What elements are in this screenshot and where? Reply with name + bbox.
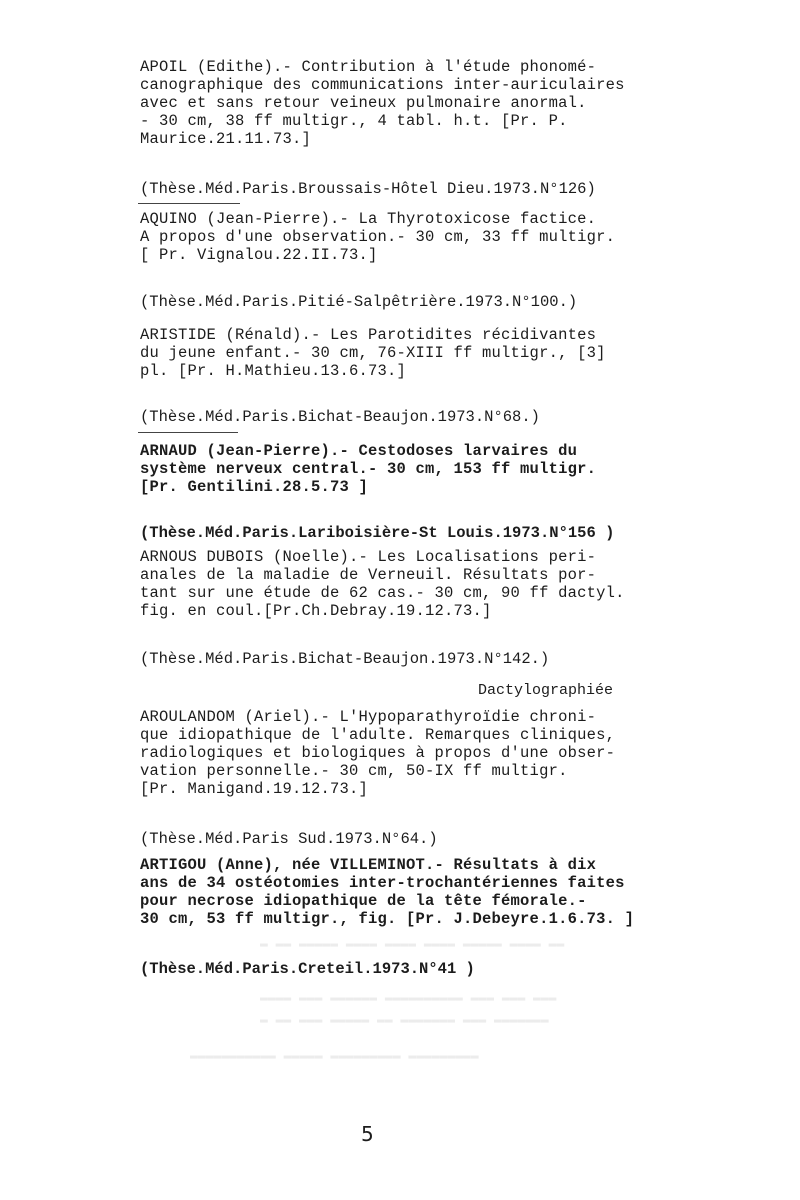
- entry-line: Maurice.21.11.73.]: [140, 130, 312, 148]
- entry-line: 30 cm, 53 ff multigr., fig. [Pr. J.Debeyre.1.6.73. ]: [140, 910, 635, 928]
- bibliography-entry: [140, 442, 680, 496]
- entry-line: ARISTIDE (Rénald).- Les Parotidites récidivantes: [140, 326, 597, 344]
- divider: [138, 203, 240, 204]
- entry-line: A propos d'une observation.- 30 cm, 33 ff multigr.: [140, 228, 616, 246]
- entry-line: vation personnelle.- 30 cm, 50-IX ff multigr.: [140, 762, 568, 780]
- entry-line: [Pr. Manigand.19.12.73.]: [140, 780, 369, 798]
- bibliography-entry: [140, 708, 680, 798]
- entry-line: APOIL (Edithe).- Contribution à l'étude phonomé-: [140, 58, 597, 76]
- entry-line: AROULANDOM (Ariel).- L'Hypoparathyroïdie chroni-: [140, 708, 597, 726]
- entry-line: AQUINO (Jean-Pierre).- La Thyrotoxicose factice.: [140, 210, 597, 228]
- entry-line: - 30 cm, 38 ff multigr., 4 tabl. h.t. [Pr. P.: [140, 112, 568, 130]
- entry-line: avec et sans retour veineux pulmonaire anormal.: [140, 94, 587, 112]
- thesis-reference: (Thèse.Méd.Paris.Pitié-Salpêtrière.1973.N°100.): [140, 293, 578, 311]
- entry-line: anales de la maladie de Verneuil. Résultats por-: [140, 566, 597, 584]
- show-through-text: ▬▬▬▬▬▬▬▬▬▬▬ ▬▬▬▬▬ ▬▬▬▬▬▬▬▬▬ ▬▬▬▬▬▬▬▬▬: [190, 1048, 479, 1063]
- thesis-reference: (Thèse.Méd.Paris.Bichat-Beaujon.1973.N°142.): [140, 650, 550, 668]
- bibliography-entry: [140, 58, 680, 148]
- entry-line: système nerveux central.- 30 cm, 153 ff multigr.: [140, 460, 597, 478]
- bibliography-entry: [140, 210, 680, 264]
- entry-line: tant sur une étude de 62 cas.- 30 cm, 90 ff dactyl.: [140, 584, 625, 602]
- entry-line: ans de 34 ostéotomies inter-trochantériennes faites: [140, 874, 625, 892]
- thesis-reference: (Thèse.Méd.Paris Sud.1973.N°64.): [140, 830, 438, 848]
- bibliography-entry: [140, 856, 680, 928]
- bibliography-entry: [140, 548, 680, 620]
- thesis-reference: (Thèse.Méd.Paris.Creteil.1973.N°41 ): [140, 960, 475, 978]
- entry-line: pl. [Pr. H.Mathieu.13.6.73.]: [140, 362, 407, 380]
- entry-line: pour necrose idiopathique de la tête fémorale.-: [140, 892, 587, 910]
- entry-line: ARNOUS DUBOIS (Noelle).- Les Localisations peri-: [140, 548, 597, 566]
- entry-line: ARNAUD (Jean-Pierre).- Cestodoses larvaires du: [140, 442, 578, 460]
- entry-line: ARTIGOU (Anne), née VILLEMINOT.- Résultats à dix: [140, 856, 597, 874]
- show-through-text: ▬ ▬▬ ▬▬▬▬▬ ▬▬▬▬ ▬▬▬▬ ▬▬▬▬ ▬▬▬▬▬ ▬▬▬▬ ▬▬: [260, 936, 565, 951]
- entry-line: fig. en coul.[Pr.Ch.Debray.19.12.73.]: [140, 602, 492, 620]
- show-through-text: ▬▬▬▬ ▬▬▬ ▬▬▬▬▬▬ ▬▬▬▬▬▬▬▬▬▬ ▬▬▬ ▬▬▬ ▬▬▬: [260, 990, 557, 1005]
- bibliography-entry: [140, 326, 680, 380]
- thesis-reference: (Thèse.Méd.Paris.Broussais-Hôtel Dieu.1973.N°126): [140, 180, 596, 198]
- show-through-text: ▬ ▬▬ ▬▬▬ ▬▬▬▬▬ ▬▬ ▬▬▬▬▬▬▬ ▬▬▬ ▬▬▬▬▬▬▬: [260, 1012, 549, 1027]
- entry-line: radiologiques et biologiques à propos d'une obser-: [140, 744, 616, 762]
- divider: [138, 432, 238, 433]
- entry-line: [ Pr. Vignalou.22.II.73.]: [140, 246, 378, 264]
- entry-line: du jeune enfant.- 30 cm, 76-XIII ff multigr., [3]: [140, 344, 606, 362]
- thesis-reference: (Thèse.Méd.Paris.Lariboisière-St Louis.1973.N°156 ): [140, 524, 615, 542]
- typewritten-annotation: Dactylographiée: [478, 682, 614, 699]
- thesis-reference: (Thèse.Méd.Paris.Bichat-Beaujon.1973.N°68.): [140, 408, 540, 426]
- entry-line: canographique des communications inter-auriculaires: [140, 76, 625, 94]
- entry-line: que idiopathique de l'adulte. Remarques cliniques,: [140, 726, 616, 744]
- page-number: 5: [361, 1122, 374, 1146]
- entry-line: [Pr. Gentilini.28.5.73 ]: [140, 478, 369, 496]
